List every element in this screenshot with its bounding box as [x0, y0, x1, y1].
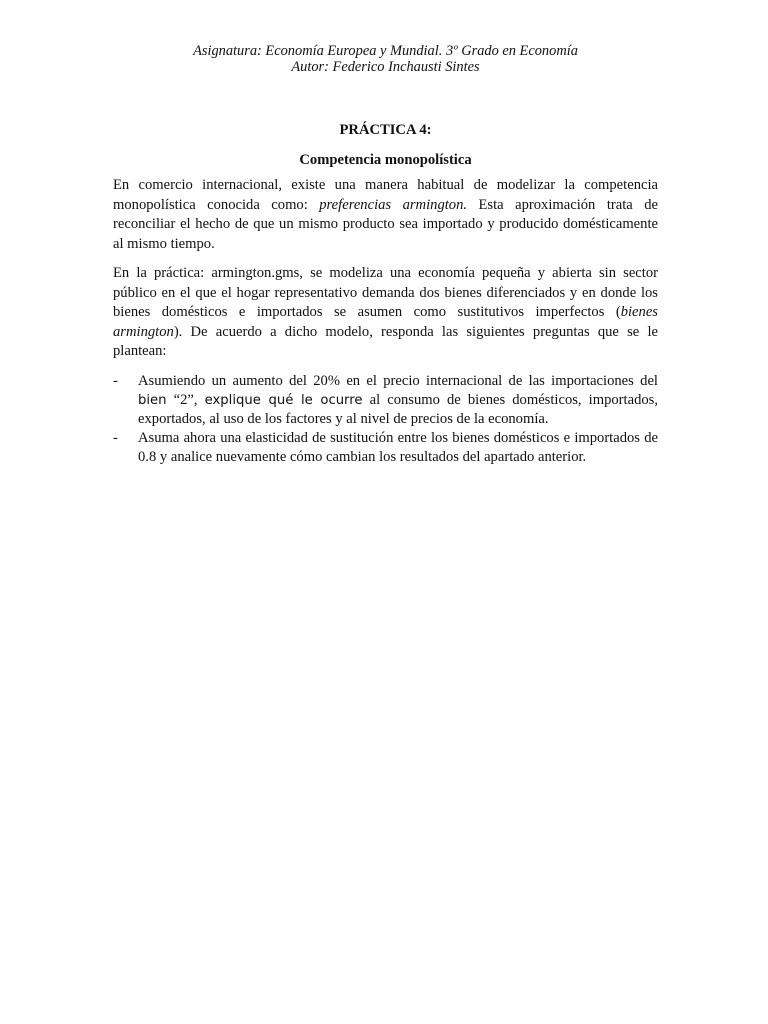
document-page	[113, 43, 658, 467]
question-1-text-d: explique qué le ocurre	[204, 392, 363, 408]
intro-paragraph	[113, 176, 658, 254]
questions-list	[113, 372, 658, 467]
question-1-text-b: bien	[138, 392, 167, 408]
question-1-text-c: “2”,	[166, 391, 205, 408]
question-item	[113, 372, 658, 429]
list-dash: -	[113, 372, 118, 389]
model-text-start: En la práctica: armington.gms, se modeliza una economía pequeña y abierta sin sector público en el que el hogar representativo demanda dos bienes diferenciados y en donde los bienes domésticos e importados se asumen como sustitutivos imperfectos (	[113, 265, 658, 320]
header-author-line: Autor: Federico Inchausti Sintes	[291, 59, 480, 75]
list-dash: -	[113, 429, 118, 446]
question-1-text-a: Asumiendo un aumento del 20% en el precio internacional de las importaciones del	[138, 372, 658, 389]
model-paragraph	[113, 264, 658, 362]
intro-text-end: Esta aproximación trata de reconciliar el hecho de que un mismo producto sea importado y producido domésticamente al mismo tiempo.	[113, 196, 658, 252]
document-header	[113, 43, 658, 75]
model-emphasis: bienes armington	[113, 304, 658, 340]
intro-emphasis: preferencias armington.	[319, 196, 468, 213]
model-text-end: ). De acuerdo a dicho modelo, responda las siguientes preguntas que se le plantean:	[113, 323, 658, 359]
question-1-text-e: al consumo de bienes domésticos, importados, exportados, al uso de los factores y al nivel de precios de la economía.	[138, 391, 658, 427]
practice-subtitle: Competencia monopolística	[299, 152, 472, 168]
question-item	[113, 429, 658, 467]
header-course-line: Asignatura: Economía Europea y Mundial. 3º Grado en Economía	[193, 43, 578, 59]
intro-text-start: En comercio internacional, existe una manera habitual de modelizar la competencia monopolística conocida como:	[113, 177, 658, 213]
question-2-text: Asuma ahora una elasticidad de sustitución entre los bienes domésticos e importados de 0.8 y analice nuevamente cómo cambian los resultados del apartado anterior.	[138, 429, 658, 465]
practice-title: PRÁCTICA 4:	[339, 122, 432, 138]
